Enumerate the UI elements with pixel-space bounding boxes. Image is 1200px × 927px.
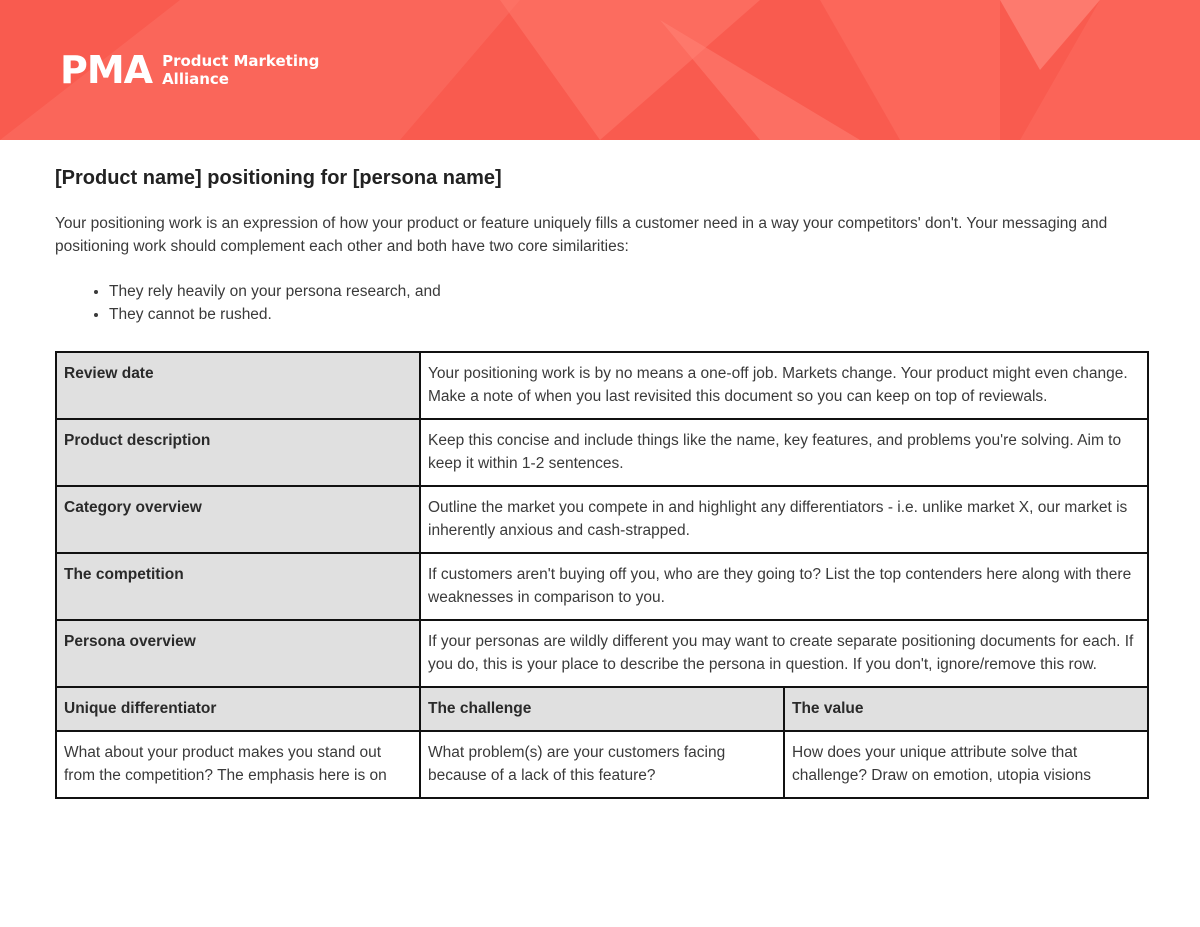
list-item: • They rely heavily on your persona research, and (109, 280, 1147, 303)
column-header-challenge: The challenge (420, 687, 784, 731)
column-header-differentiator: Unique differentiator (56, 687, 420, 731)
row-label-category-overview: Category overview (56, 486, 420, 553)
list-item: • They cannot be rushed. (109, 303, 1147, 326)
row-text-product-description[interactable]: Keep this concise and include things like the name, key features, and problems you're solving. Aim to keep it within 1-2 sentences. (420, 419, 1148, 486)
cell-differentiator[interactable]: What about your product makes you stand out from the competition? The emphasis here is on (56, 731, 420, 798)
row-label-persona-overview: Persona overview (56, 620, 420, 687)
document-body (55, 165, 1147, 326)
positioning-table (55, 351, 1149, 799)
table-row (56, 731, 1148, 798)
column-header-value: The value (784, 687, 1148, 731)
logo-line-2: Alliance (162, 70, 229, 88)
row-text-competition[interactable]: If customers aren't buying off you, who are they going to? List the top contenders here along with there weaknesses in comparison to you. (420, 553, 1148, 620)
table-row (56, 620, 1148, 687)
row-text-persona-overview[interactable]: If your personas are wildly different you may want to create separate positioning documents for each. If you do, this is your place to describe the persona in question. If you don't, ignore/remove this row. (420, 620, 1148, 687)
cell-challenge[interactable]: What problem(s) are your customers facing because of a lack of this feature? (420, 731, 784, 798)
row-label-product-description: Product description (56, 419, 420, 486)
row-label-review-date: Review date (56, 352, 420, 419)
table-row (56, 419, 1148, 486)
row-label-competition: The competition (56, 553, 420, 620)
pma-logo[interactable] (60, 50, 319, 90)
document-title: [Product name] positioning for [persona name] (55, 167, 502, 189)
similarities-list (55, 280, 1147, 326)
logo-line-1: Product Marketing (162, 52, 320, 70)
row-text-review-date[interactable]: Your positioning work is by no means a one-off job. Markets change. Your product might even change. Make a note of when you last revisited this document so you can keep on top of reviewals. (420, 352, 1148, 419)
header-banner (0, 0, 1200, 140)
row-text-category-overview[interactable]: Outline the market you compete in and highlight any differentiators - i.e. unlike market X, our market is inherently anxious and cash-strapped. (420, 486, 1148, 553)
intro-paragraph: Your positioning work is an expression of how your product or feature uniquely fills a customer need in a way your competitors' don't. Your messaging and positioning work should complement each other and both have two core similarities: (55, 215, 1108, 255)
table-row (56, 486, 1148, 553)
table-row (56, 352, 1148, 419)
cell-value[interactable]: How does your unique attribute solve that challenge? Draw on emotion, utopia visions (784, 731, 1148, 798)
logo-mark: PMA (60, 48, 153, 92)
table-header-row (56, 687, 1148, 731)
table-row (56, 553, 1148, 620)
logo-wordmark (162, 52, 319, 88)
